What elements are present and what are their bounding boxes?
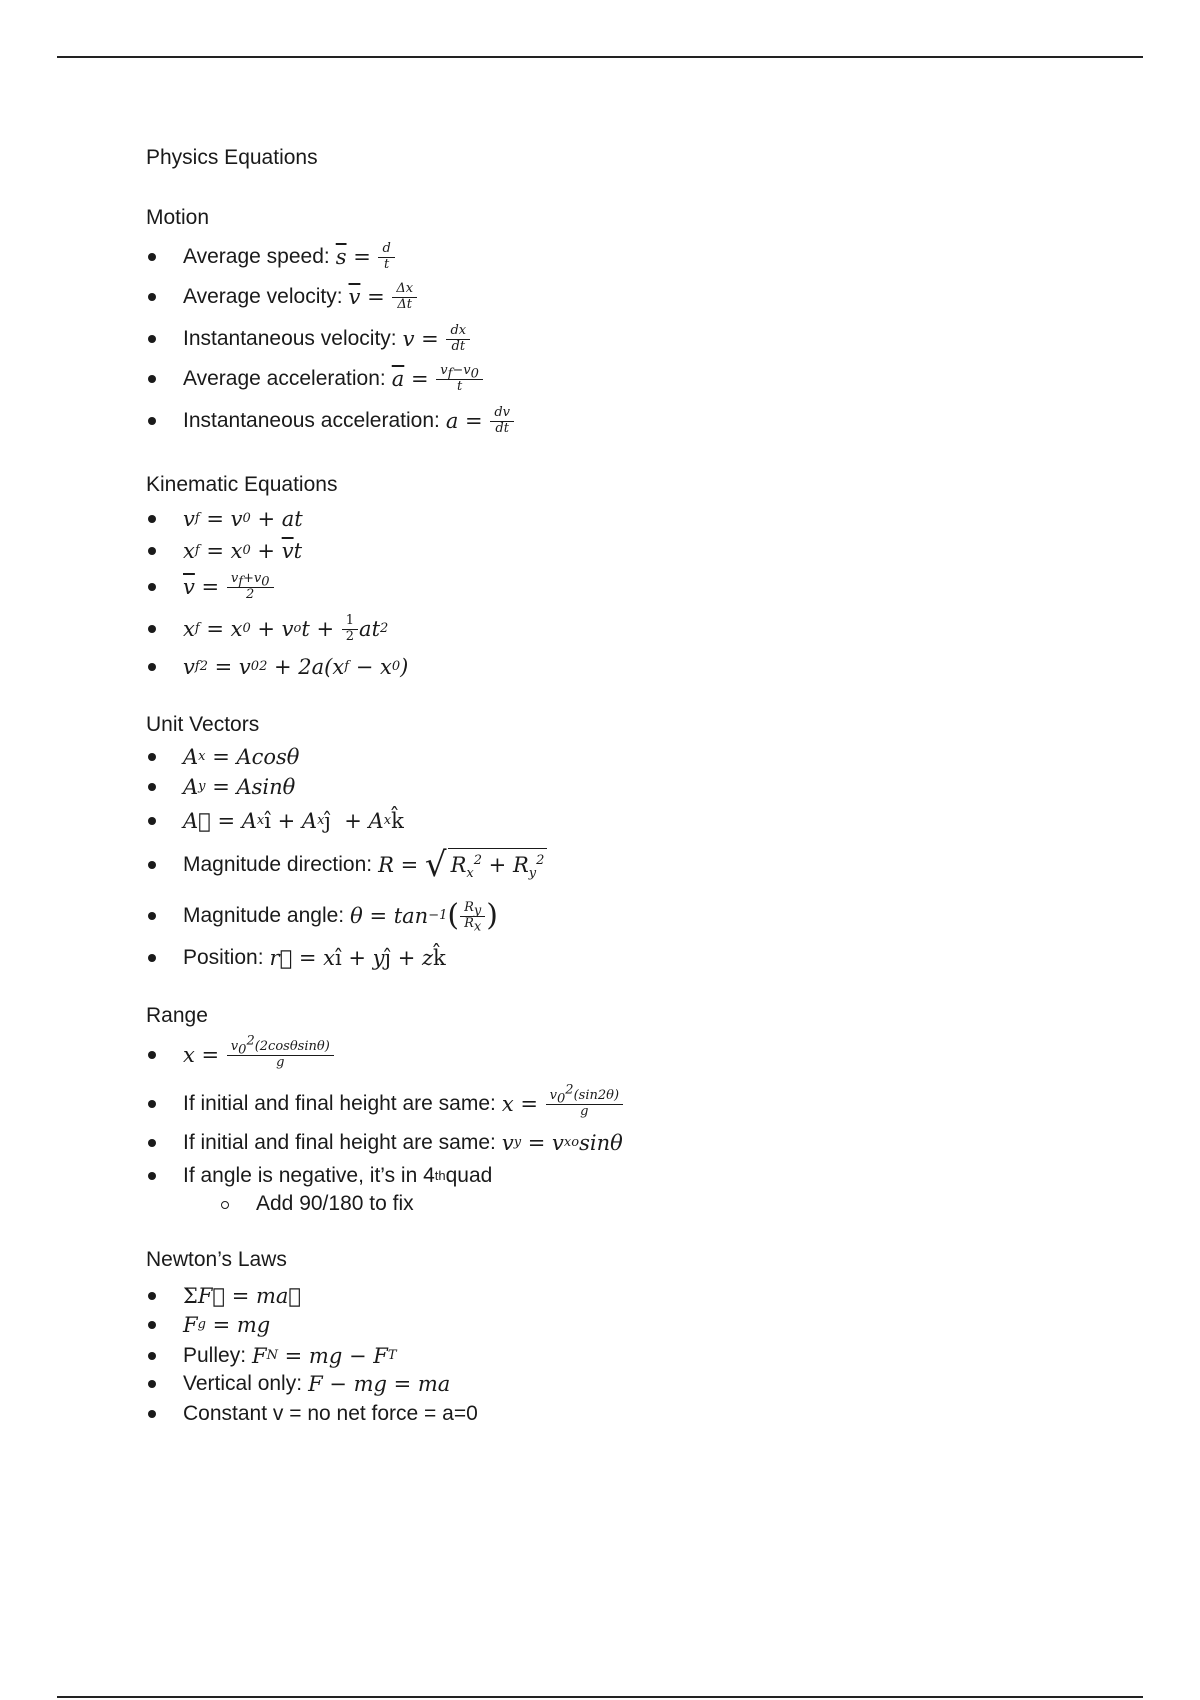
- list-item: Instantaneous acceleration: a = $\frac{dv}{dt}$: [183, 406, 515, 436]
- equation: F N = mg − F T: [252, 1344, 397, 1368]
- bullet-icon: [148, 1100, 156, 1108]
- bullet-icon: [148, 954, 156, 962]
- list-item: [183, 1281, 301, 1311]
- list-item: Vertical only: F − mg = ma: [183, 1369, 450, 1399]
- equation: θ = tan −1 ( $\frac{R_y}{R_x}$ ): [350, 898, 498, 935]
- equation: A x = Acosθ: [183, 745, 300, 769]
- bullet-icon: [148, 583, 156, 591]
- section-heading-motion: Motion: [146, 206, 210, 229]
- list-item: [183, 536, 302, 566]
- list-item: [183, 504, 303, 534]
- list-item: [183, 652, 408, 682]
- bottom-rule: [57, 1696, 1143, 1698]
- equation: a = $\frac{dv}{dt}$: [446, 406, 515, 437]
- equation: v = $\frac{dx}{dt}$: [403, 324, 471, 355]
- bullet-icon: [148, 375, 156, 383]
- equation: $\overline{a}$ = $\frac{v_f-v_0}{t}$: [392, 364, 484, 395]
- bullet-icon: [148, 1139, 156, 1147]
- list-item: [183, 772, 295, 802]
- list-item: If initial and final height are same: v y = v xo sinθ: [183, 1128, 623, 1158]
- list-item: Position: r⃗ = x î + y ĵ + z k̂: [183, 943, 446, 973]
- top-rule: [57, 56, 1143, 58]
- equation: Σ F⃗ = ma⃗: [183, 1284, 302, 1308]
- equation: v f = v 0 + at: [183, 507, 303, 531]
- list-item: Average velocity: $\overline{v}$ = $\frac{\Delta x}{\Delta t}$: [183, 282, 418, 312]
- list-item: Pulley: F N = mg − F T: [183, 1341, 396, 1371]
- bullet-icon: [148, 253, 156, 261]
- list-item: [183, 1033, 335, 1070]
- section-heading-newton: Newton’s Laws: [146, 1248, 287, 1271]
- equation: x = $\frac{v_0^2(2\cos\theta\sin\theta)}{g}$: [183, 1040, 335, 1071]
- section-heading-kinematic: Kinematic Equations: [146, 473, 338, 496]
- bullet-icon: [148, 783, 156, 791]
- bullet-icon: [148, 861, 156, 869]
- bullet-icon: [148, 817, 156, 825]
- bullet-icon: [148, 1380, 156, 1388]
- list-item: Instantaneous velocity: v = $\frac{dx}{dt}$: [183, 324, 471, 354]
- list-item: [183, 806, 404, 836]
- list-item: [183, 742, 299, 772]
- list-item: [183, 572, 275, 602]
- bullet-icon: [148, 1321, 156, 1329]
- page-title: Physics Equations: [146, 146, 318, 169]
- bullet-icon: [148, 753, 156, 761]
- bullet-icon: [148, 547, 156, 555]
- equation: F − mg = ma: [308, 1372, 451, 1396]
- bullet-icon: [148, 625, 156, 633]
- sub-list-item: Add 90/180 to fix: [256, 1189, 414, 1219]
- bullet-icon: [148, 1051, 156, 1059]
- bullet-icon: [148, 1172, 156, 1180]
- equation: x f = x 0 + v o t + $\frac{1}{2}$ at 2: [183, 612, 389, 644]
- list-item: Constant v = no net force = a=0: [183, 1399, 478, 1429]
- equation: A y = Asinθ: [183, 775, 296, 799]
- equation: r⃗ = x î + y ĵ + z k̂: [269, 946, 446, 970]
- equation: R = √ $R_x^2 + R_y^2$: [378, 848, 547, 882]
- equation: $\overline{v}$ = $\frac{\Delta x}{\Delta t}$: [349, 282, 419, 313]
- list-item: Average speed: $\overline{s}$ = $\frac{d}{t}$: [183, 242, 396, 272]
- bullet-icon: [148, 293, 156, 301]
- bullet-icon: [148, 515, 156, 523]
- list-item: Average acceleration: $\overline{a}$ = $\frac{v_f-v_0}{t}$: [183, 364, 484, 394]
- list-item: Magnitude angle: θ = tan −1 ( $\frac{R_y}{R_x}$ ): [183, 901, 498, 931]
- list-item: [183, 1310, 270, 1340]
- list-item: [183, 614, 388, 644]
- hollow-bullet-icon: [221, 1201, 229, 1209]
- bullet-icon: [148, 912, 156, 920]
- equation: F g = mg: [183, 1313, 271, 1337]
- equation: $\overline{v}$ = $\frac{v_f+v_0}{2}$: [183, 572, 275, 603]
- bullet-icon: [148, 417, 156, 425]
- equation: $\overline{s}$ = $\frac{d}{t}$: [336, 242, 396, 273]
- equation: A⃗ = A x î + A x ĵ + A x k̂: [183, 809, 404, 833]
- section-heading-range: Range: [146, 1004, 208, 1027]
- equation: v f 2 = v 0 2 + 2a(x f − x 0 ): [183, 655, 409, 679]
- equation: x = $\frac{v_0^2(\sin 2\theta)}{g}$: [502, 1089, 624, 1120]
- section-heading-unit-vectors: Unit Vectors: [146, 713, 260, 736]
- bullet-icon: [148, 1352, 156, 1360]
- list-item: Magnitude direction: R = √ $R_x^2 + R_y^2$: [183, 850, 547, 880]
- list-item: If initial and final height are same: x = $\frac{v_0^2(\sin 2\theta)}{g}$: [183, 1089, 624, 1119]
- bullet-icon: [148, 1292, 156, 1300]
- bullet-icon: [148, 1410, 156, 1418]
- bullet-icon: [148, 335, 156, 343]
- bullet-icon: [148, 663, 156, 671]
- list-item: If angle is negative, it’s in 4 th quad: [183, 1161, 492, 1191]
- equation: x f = x 0 + $\overline{v}$ t: [183, 539, 303, 563]
- equation: v y = v xo sinθ: [501, 1131, 623, 1155]
